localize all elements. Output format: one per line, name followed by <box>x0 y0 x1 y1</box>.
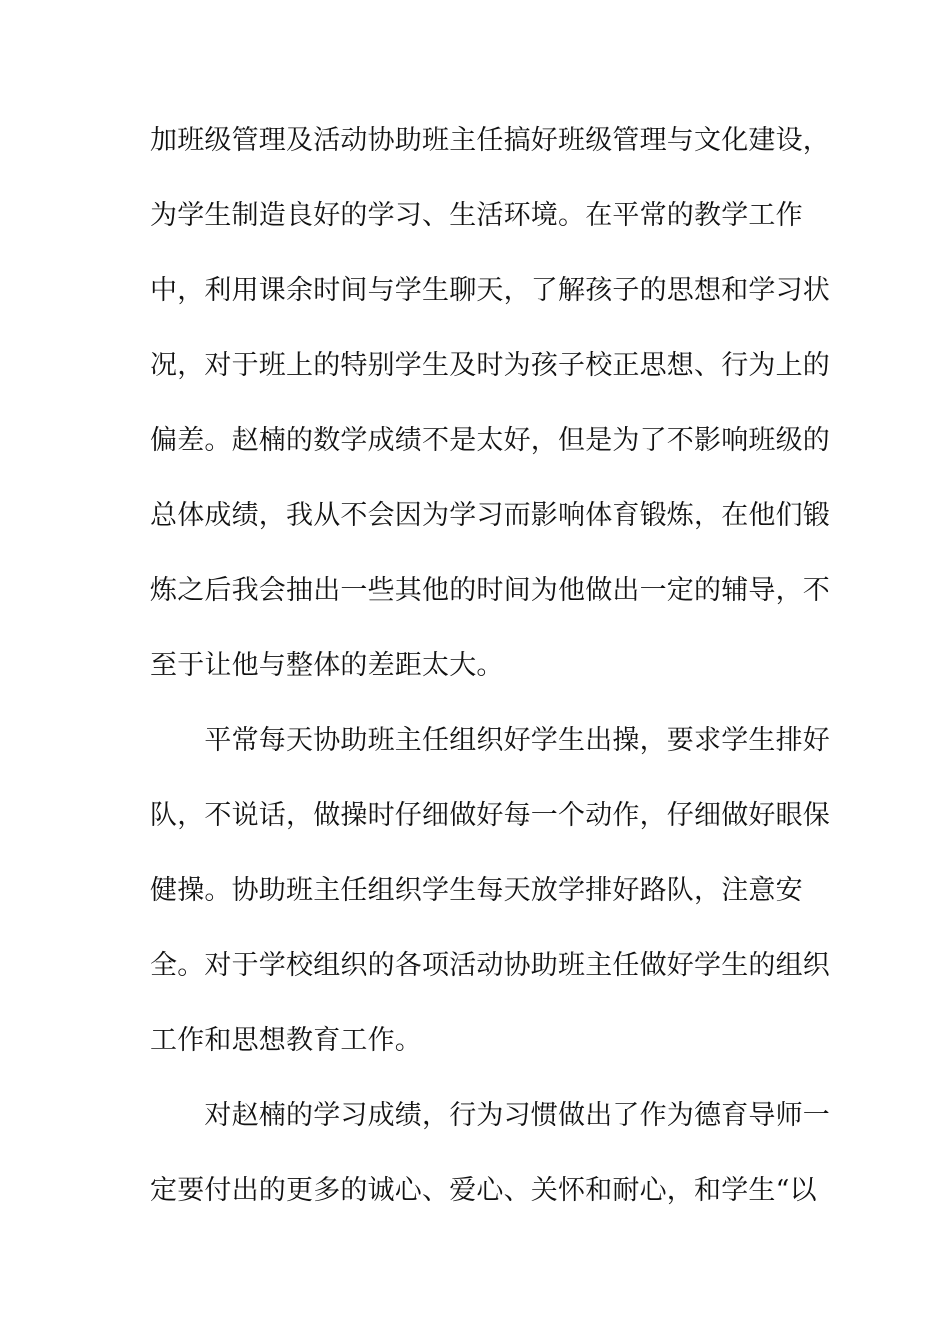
text-line: 工作和思想教育工作。 <box>150 1025 422 1056</box>
text-line: 至于让他与整体的差距太大。 <box>150 650 504 681</box>
text-line: 定要付出的更多的诚心、爱心、关怀和耐心，和学生“以 <box>150 1175 817 1206</box>
text-line: 平常每天协助班主任组织好学生出操，要求学生排好 <box>150 725 830 756</box>
text-line: 对赵楠的学习成绩，行为习惯做出了作为德育导师一 <box>150 1100 830 1131</box>
text-line: 健操。协助班主任组织学生每天放学排好路队，注意安 <box>150 875 803 906</box>
text-line: 全。对于学校组织的各项活动协助班主任做好学生的组织 <box>150 950 830 981</box>
text-line: 总体成绩，我从不会因为学习而影响体育锻炼，在他们锻 <box>150 500 830 531</box>
text-line: 为学生制造良好的学习、生活环境。在平常的教学工作 <box>150 200 803 231</box>
text-line: 炼之后我会抽出一些其他的时间为他做出一定的辅导，不 <box>150 575 830 606</box>
text-line: 加班级管理及活动协助班主任搞好班级管理与文化建设， <box>150 125 830 156</box>
text-line: 偏差。赵楠的数学成绩不是太好，但是为了不影响班级的 <box>150 425 830 456</box>
text-line: 队，不说话，做操时仔细做好每一个动作，仔细做好眼保 <box>150 800 830 831</box>
text-line: 况，对于班上的特别学生及时为孩子校正思想、行为上的 <box>150 350 830 381</box>
text-line: 中，利用课余时间与学生聊天，了解孩子的思想和学习状 <box>150 275 830 306</box>
body-text <box>150 117 830 1242</box>
